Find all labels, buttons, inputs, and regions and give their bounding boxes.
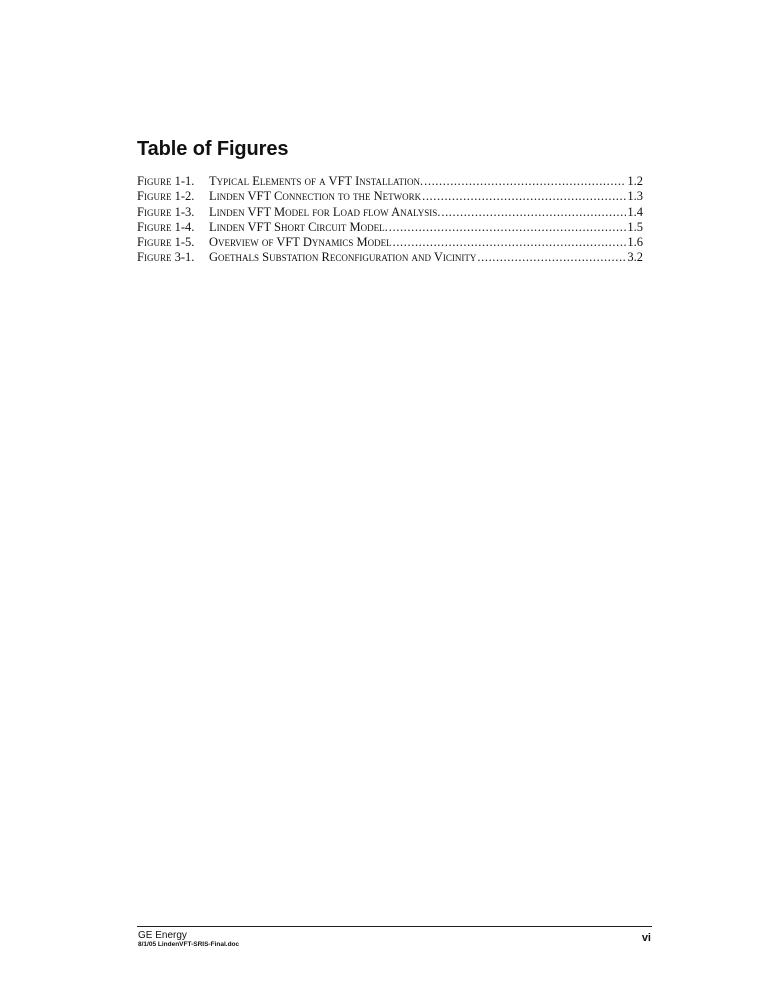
tof-entry-figure-1-3[interactable] [137,205,643,220]
figure-page-number: 1.4 [627,204,643,219]
page-title: Table of Figures [137,138,289,160]
figure-label: Figure 1-4. [137,219,195,234]
tof-entry-figure-1-2[interactable] [137,189,643,204]
figure-page-number: 3.2 [627,250,643,265]
dot-leader [422,189,626,204]
figure-caption: Overview of VFT Dynamics Model [209,235,392,250]
dot-leader [393,235,627,250]
figure-page-number: 1.2 [627,174,643,188]
footer-divider [137,926,652,927]
figure-caption: Typical Elements of a VFT Installation. [209,174,424,188]
footer-company: GE Energy [138,930,187,941]
dot-leader [477,250,626,265]
figure-label: Figure 1-2. [137,189,195,204]
figure-page-number: 1.3 [627,189,643,204]
figure-caption: Linden VFT Model for Load flow Analysis. [209,204,441,219]
dot-leader [389,220,627,235]
figure-label: Figure 1-5. [137,235,195,250]
figure-page-number: 1.5 [627,219,643,234]
tof-entry-figure-1-5[interactable] [137,235,643,250]
footer-filename: 8/1/05 LindenVFT-SRIS-Final.doc [138,941,240,948]
dot-leader [424,174,626,189]
figure-label: Figure 1-3. [137,204,195,219]
footer-page-number: vi [641,932,651,944]
tof-entry-figure-1-1[interactable] [137,174,643,189]
figure-label: Figure 1-1. [137,174,195,188]
figure-page-number: 1.6 [627,235,643,250]
figure-caption: Linden VFT Connection to the Network [209,189,422,204]
tof-entry-figure-3-1[interactable] [137,250,643,265]
table-of-figures [137,174,643,266]
dot-leader [441,205,626,220]
figure-label: Figure 3-1. [137,250,195,265]
tof-entry-figure-1-4[interactable] [137,220,643,235]
figure-caption: Linden VFT Short Circuit Model. [209,219,388,234]
figure-caption: Goethals Substation Reconfiguration and Vicinity [209,250,477,265]
